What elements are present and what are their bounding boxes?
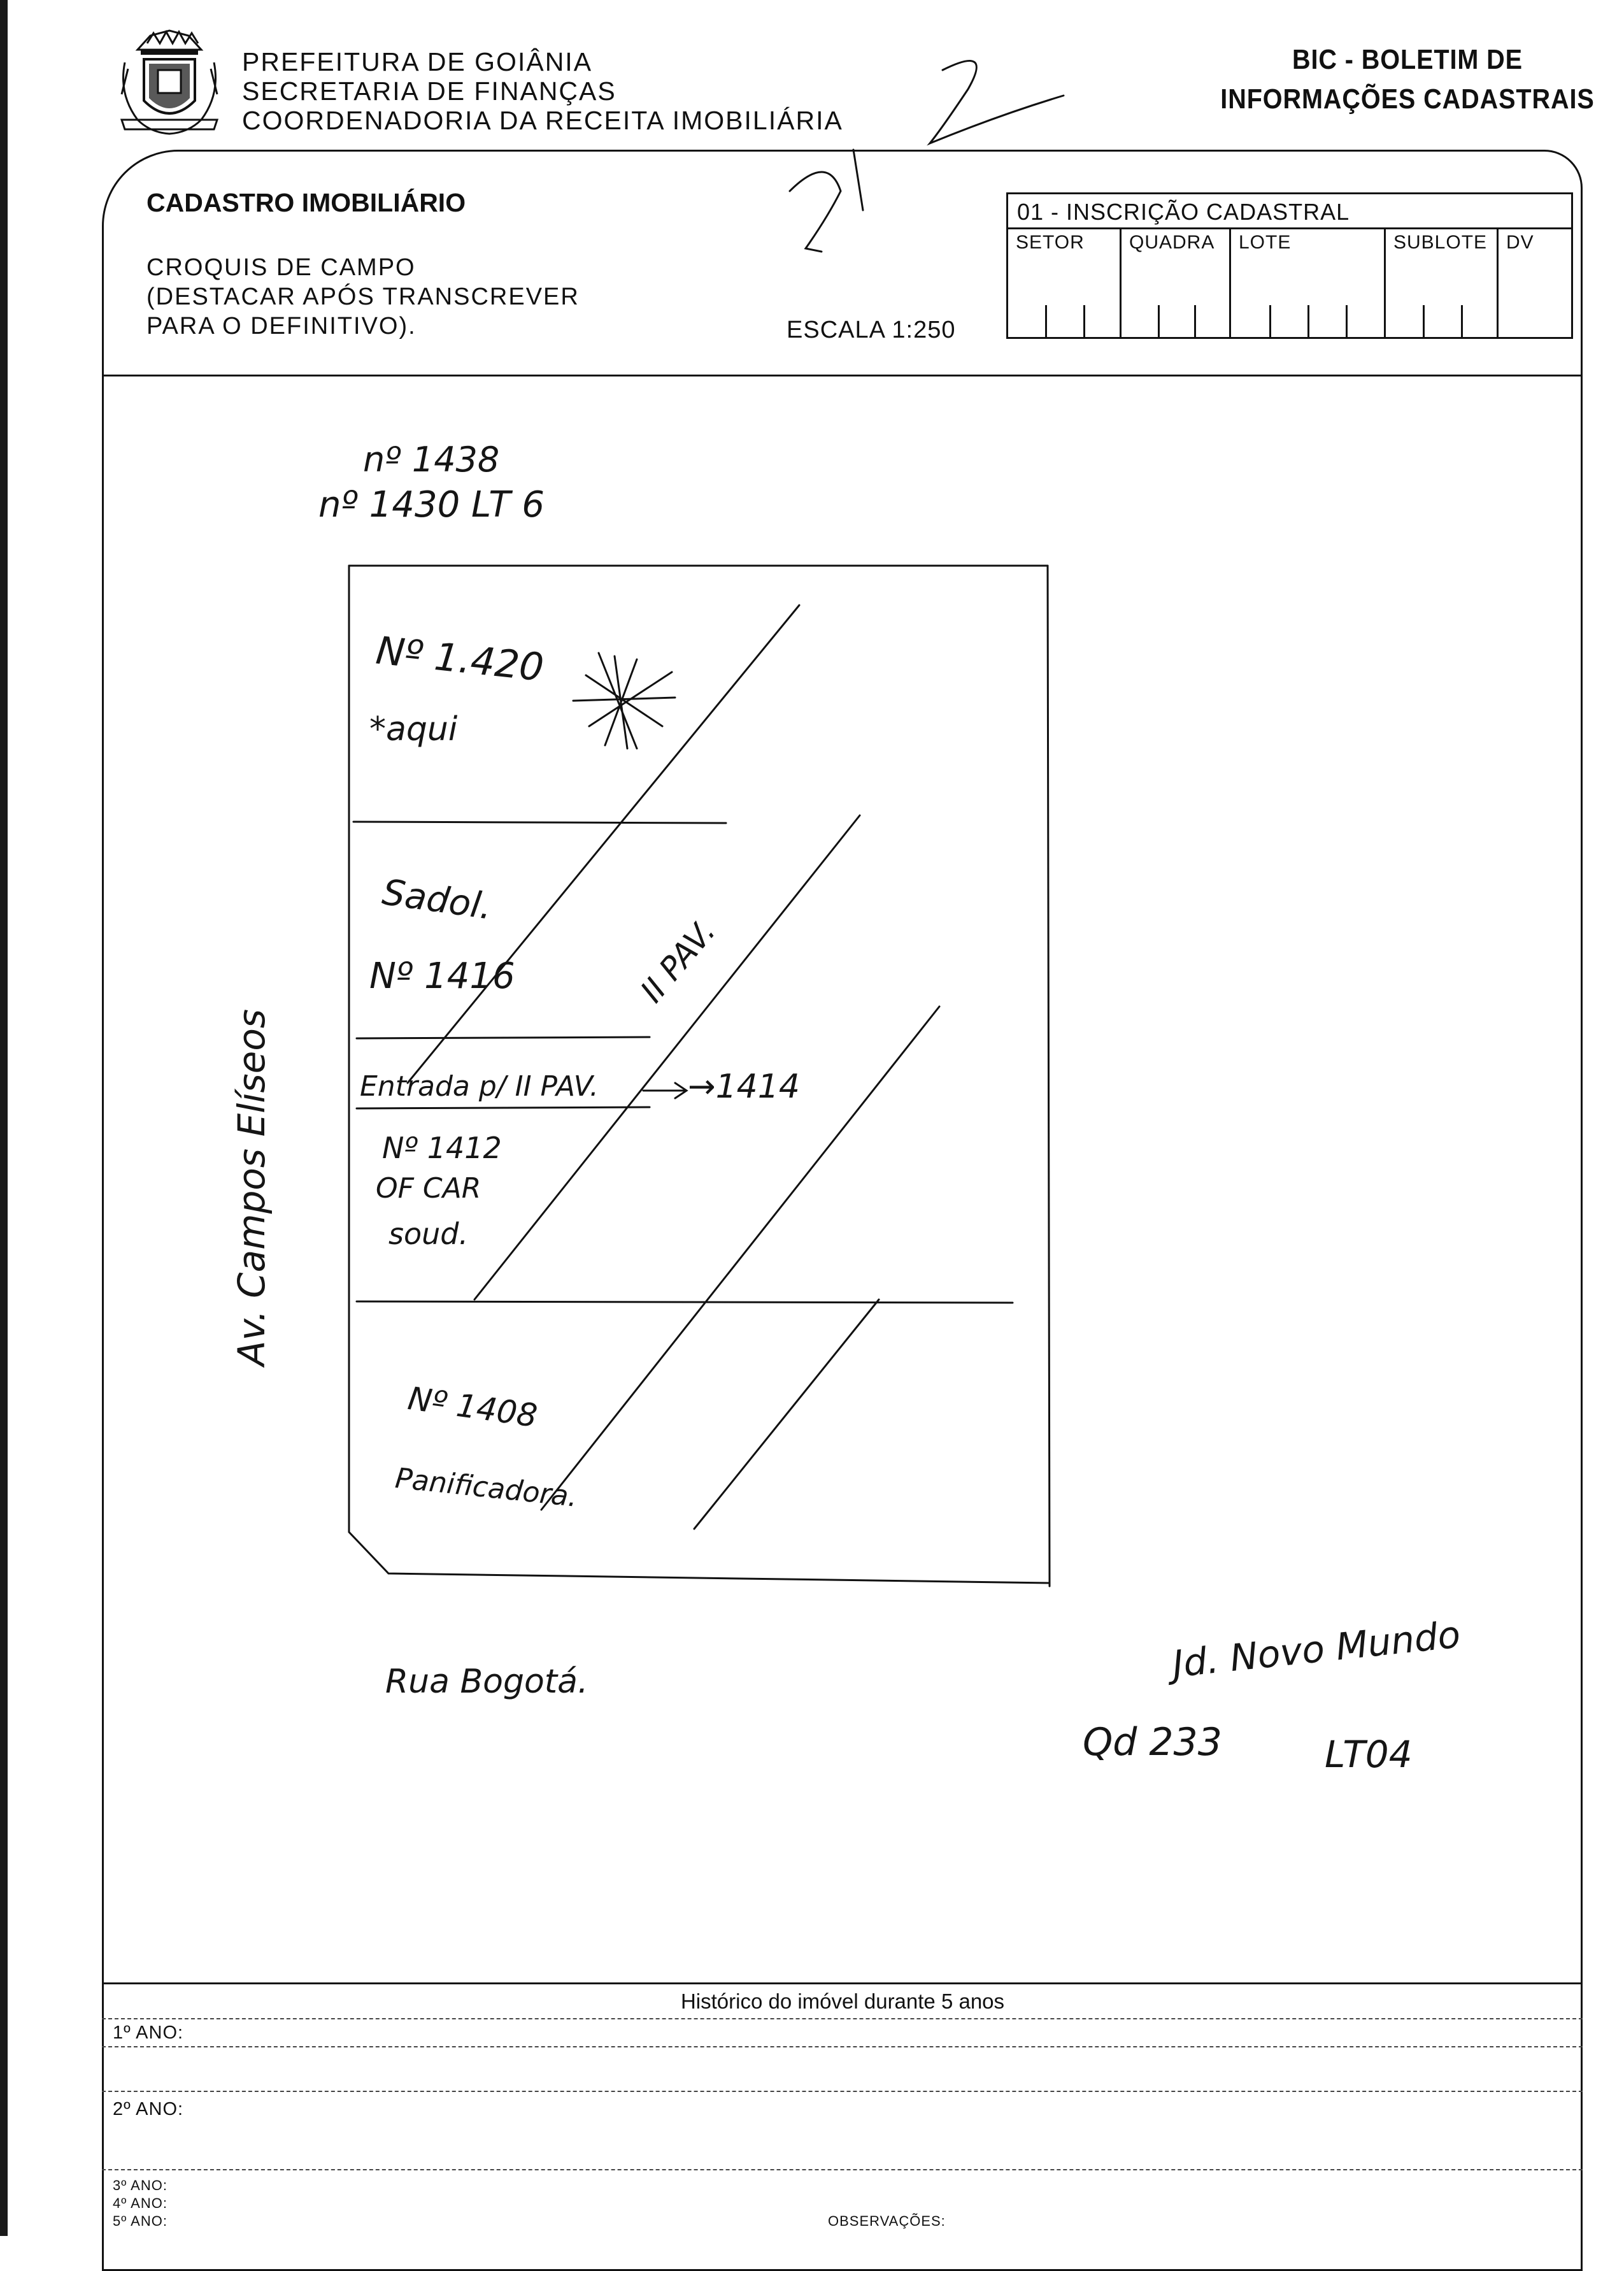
lot-2-number: Nº 1416 bbox=[369, 956, 515, 997]
lot-1-note: *aqui bbox=[369, 710, 458, 749]
instructions-line2: (DESTACAR APÓS TRANSCREVER bbox=[146, 283, 580, 310]
form-title-line1: BIC - BOLETIM DE bbox=[1292, 44, 1523, 75]
section-title: CADASTRO IMOBILIÁRIO bbox=[146, 188, 466, 217]
year-2-label: 2º ANO: bbox=[113, 2099, 184, 2119]
street-bottom-label: Rua Bogotá. bbox=[385, 1663, 588, 1701]
org-name-prefeitura: PREFEITURA DE GOIÂNIA bbox=[242, 47, 593, 76]
street-side-label: Av. Campos Elíseos bbox=[230, 1008, 274, 1366]
lot-4-number: Nº 1408 bbox=[405, 1380, 540, 1435]
historico-title: Histórico do imóvel durante 5 anos bbox=[680, 1989, 1005, 2013]
lot-2-floor: II PAV. bbox=[633, 913, 723, 1010]
neighborhood-label: Jd. Novo Mundo bbox=[1170, 1612, 1463, 1686]
year-2-bottom bbox=[102, 2169, 1583, 2170]
field-dv-label: DV bbox=[1506, 232, 1534, 253]
year-4-label: 4º ANO: bbox=[113, 2195, 167, 2211]
observacoes-label: OBSERVAÇÕES: bbox=[828, 2213, 946, 2229]
lot-3-line3: soud. bbox=[388, 1217, 469, 1251]
scale-label: ESCALA 1:250 bbox=[787, 317, 956, 343]
year-3-label: 3º ANO: bbox=[113, 2177, 167, 2193]
sketch-divider-3 bbox=[357, 1107, 650, 1108]
field-sublote-label: SUBLOTE bbox=[1393, 232, 1488, 253]
sketch-divider-2 bbox=[357, 1037, 650, 1038]
year-1-label: 1º ANO: bbox=[113, 2023, 184, 2043]
year-1-bottom bbox=[102, 2091, 1583, 2092]
note-top-2: nº 1430 LT 6 bbox=[318, 484, 545, 526]
historico-title-separator bbox=[102, 2018, 1583, 2019]
sketch-divider-1 bbox=[353, 822, 726, 823]
field-quadra-label: QUADRA bbox=[1129, 232, 1215, 253]
lot-2-name: Sadol. bbox=[380, 871, 495, 928]
field-lote-label: LOTE bbox=[1239, 232, 1292, 253]
entrance-note: Entrada p/ II PAV. bbox=[360, 1070, 599, 1103]
scribble-2a bbox=[790, 172, 841, 252]
entrance-target: →1414 bbox=[688, 1068, 800, 1106]
year-5-label: 5º ANO: bbox=[113, 2213, 167, 2229]
scribble-2b bbox=[930, 61, 1064, 143]
sketch-hatch-2 bbox=[474, 815, 860, 1300]
star-mark-icon bbox=[573, 653, 675, 749]
field-setor-label: SETOR bbox=[1016, 232, 1085, 253]
instructions-line3: PARA O DEFINITIVO). bbox=[146, 313, 417, 340]
scribble-1 bbox=[853, 150, 863, 210]
note-top-1: nº 1438 bbox=[363, 440, 500, 480]
inscricao-title: 01 - INSCRIÇÃO CADASTRAL bbox=[1008, 194, 1571, 229]
lot-1-number: Nº 1.420 bbox=[374, 628, 546, 691]
lot-4-name: Panificadora. bbox=[394, 1462, 579, 1514]
sketch-hatch-4 bbox=[694, 1300, 879, 1529]
lot-label: LT04 bbox=[1325, 1733, 1413, 1776]
org-name-secretaria: SECRETARIA DE FINANÇAS bbox=[242, 76, 616, 106]
lot-3-number: Nº 1412 bbox=[382, 1131, 502, 1165]
year-1-line bbox=[102, 2046, 1583, 2047]
org-name-coordenadoria: COORDENADORIA DA RECEITA IMOBILIÁRIA bbox=[242, 106, 843, 135]
form-title-line2: INFORMAÇÕES CADASTRAIS bbox=[1220, 83, 1595, 115]
lot-3-line2: OF CAR bbox=[376, 1172, 481, 1205]
historico-top-border bbox=[102, 1982, 1583, 1984]
block-label: Qd 233 bbox=[1083, 1720, 1222, 1765]
sketch-divider-4 bbox=[357, 1301, 1013, 1303]
instructions-line1: CROQUIS DE CAMPO bbox=[146, 254, 416, 281]
sketch-outline-right bbox=[1048, 566, 1050, 1586]
